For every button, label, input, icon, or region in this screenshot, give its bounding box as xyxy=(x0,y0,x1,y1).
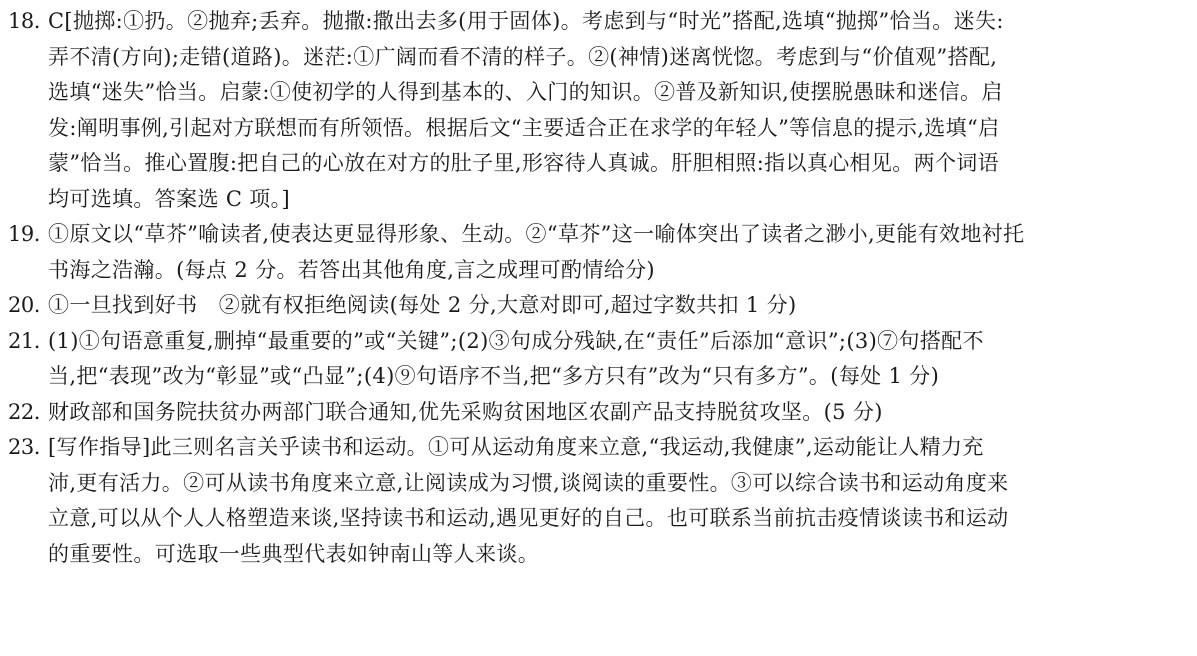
answer-text: 的重要性。可选取一些典型代表如钟南山等人来谈。 xyxy=(48,541,540,566)
answer-18-line-4 xyxy=(0,111,1197,147)
answer-text: 沛,更有活力。②可从读书角度来立意,让阅读成为习惯,谈阅读的重要性。③可以综合读书和运动角度来 xyxy=(48,470,1009,495)
answer-23-line-2 xyxy=(0,466,1197,502)
answer-23-line-4 xyxy=(0,537,1197,573)
answer-text: 书海之浩瀚。(每点 2 分。若答出其他角度,言之成理可酌情给分) xyxy=(48,257,655,282)
answer-text: 发:阐明事例,引起对方联想而有所领悟。根据后文“主要适合正在求学的年轻人”等信息的提示,选填“启 xyxy=(48,115,1000,140)
answer-21-line-1 xyxy=(0,324,1197,360)
answer-18-line-5 xyxy=(0,146,1197,182)
answer-text: 选填“迷失”恰当。启蒙:①使初学的人得到基本的、入门的知识。②普及新知识,使摆脱愚昧和迷信。启 xyxy=(48,80,1003,104)
answer-text: [写作指导]此三则名言关乎读书和运动。①可从运动角度来立意,“我运动,我健康”,运动能让人精力充 xyxy=(48,435,984,459)
answer-text: 均可选填。答案选 C 项。] xyxy=(48,186,291,211)
answer-text: 蒙”恰当。推心置腹:把自己的心放在对方的肚子里,形容待人真诚。肝胆相照:指以真心相见。两个词语 xyxy=(48,151,1000,175)
answer-18-line-2 xyxy=(0,40,1197,76)
answer-text: 立意,可以从个人人格塑造来谈,坚持读书和运动,遇见更好的自己。也可联系当前抗击疫情谈读书和运动 xyxy=(48,506,1009,530)
answer-number: 18. xyxy=(8,9,40,33)
answer-text: 当,把“表现”改为“彰显”或“凸显”;(4)⑨句语序不当,把“多方只有”改为“只有多方”。(每处 1 分) xyxy=(48,364,940,388)
answer-number: 23. xyxy=(8,435,40,459)
answer-18-line-3 xyxy=(0,75,1197,111)
answer-number: 21. xyxy=(8,328,40,353)
answer-number: 19. xyxy=(8,222,40,246)
answer-18-line-6 xyxy=(0,182,1197,218)
answer-23-line-1 xyxy=(0,430,1197,466)
answer-text: ①原文以“草芥”喻读者,使表达更显得形象、生动。②“草芥”这一喻体突出了读者之渺小,更能有效地衬托 xyxy=(48,222,1025,246)
answer-19-line-2 xyxy=(0,253,1197,289)
answer-21-line-2 xyxy=(0,359,1197,395)
answer-18-line-1 xyxy=(0,4,1197,40)
answer-text: (1)①句语意重复,删掉“最重要的”或“关键”;(2)③句成分残缺,在“责任”后添加“意识”;(3)⑦句搭配不 xyxy=(48,328,984,353)
answer-text: 弄不清(方向);走错(道路)。迷茫:①广阔而看不清的样子。②(神情)迷离恍惚。考虑到与“价值观”搭配, xyxy=(48,44,998,69)
answer-text: ①一旦找到好书 ②就有权拒绝阅读(每处 2 分,大意对即可,超过字数共扣 1 分) xyxy=(48,293,797,317)
answer-number: 22. xyxy=(8,399,40,424)
answer-text: 财政部和国务院扶贫办两部门联合通知,优先采购贫困地区农副产品支持脱贫攻坚。(5 分) xyxy=(48,399,883,424)
answer-19-line-1 xyxy=(0,217,1197,253)
answer-22-line-1 xyxy=(0,395,1197,431)
answer-23-line-3 xyxy=(0,501,1197,537)
answer-text: C[抛掷:①扔。②抛弃;丢弃。抛撒:撒出去多(用于固体)。考虑到与“时光”搭配,选填“抛掷”恰当。迷失: xyxy=(48,9,1004,33)
answer-20-line-1 xyxy=(0,288,1197,324)
answer-number: 20. xyxy=(8,293,40,317)
